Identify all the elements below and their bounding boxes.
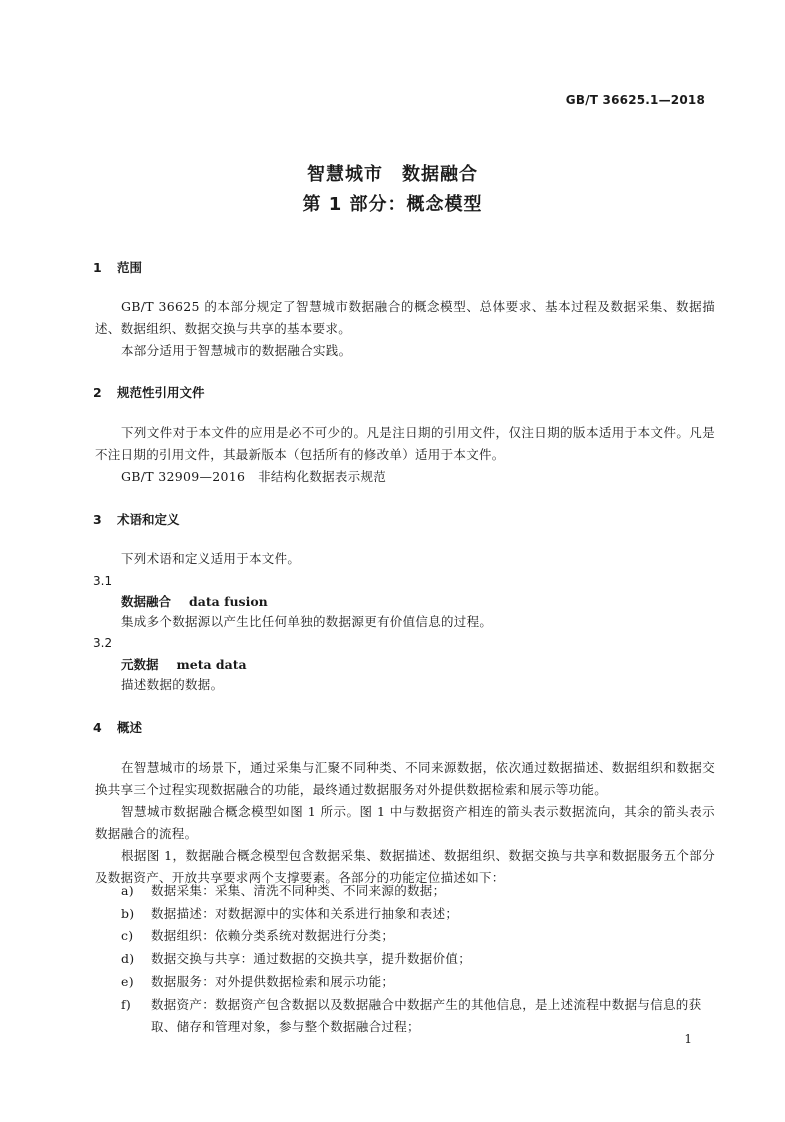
term-number: 3.2 (93, 636, 113, 650)
list-text: 数据组织：依赖分类系统对数据进行分类； (151, 928, 395, 944)
list-item (121, 925, 715, 948)
list-label: b) (121, 905, 135, 921)
list-label: c) (121, 928, 134, 944)
section-heading-scope (93, 258, 142, 276)
list-label: d) (121, 951, 135, 967)
standard-number: GB/T 36625.1—2018 (565, 93, 705, 107)
section-title: 范围 (117, 260, 143, 275)
list-text: 数据采集：采集、清洗不同种类、不同来源的数据； (151, 883, 446, 898)
section-title: 概述 (117, 720, 143, 735)
section-number: 4 (93, 720, 102, 735)
list-label: e) (121, 973, 134, 989)
term-zh: 元数据 (121, 657, 159, 672)
section-number: 2 (93, 385, 102, 400)
term-heading (121, 592, 268, 610)
reference-entry: GB/T 32909—2016 非结构化数据表示规范 (121, 469, 387, 484)
term-heading (121, 655, 247, 673)
list-item (121, 880, 715, 903)
paragraph: 智慧城市数据融合概念模型如图 1 所示。图 1 中与数据资产相连的箭头表示数据流向，其余的箭头表示数据融合的流程。 (95, 804, 715, 841)
list-item (121, 948, 715, 971)
list-label: f) (121, 996, 132, 1012)
section-heading-normative-references (93, 383, 205, 401)
term-zh: 数据融合 (121, 594, 172, 609)
term-definition: 描述数据的数据。 (121, 677, 224, 692)
document-title-line2: 第 1 部分：概念模型 (302, 194, 483, 215)
paragraph: 下列术语和定义适用于本文件。 (121, 551, 301, 566)
term-definition: 集成多个数据源以产生比任何单独的数据源更有价值信息的过程。 (121, 614, 493, 629)
list-item (121, 903, 715, 926)
section-number: 1 (93, 260, 102, 275)
function-list (121, 880, 715, 1039)
list-text: 数据描述：对数据源中的实体和关系进行抽象和表述； (151, 905, 459, 921)
list-label: a) (121, 883, 134, 898)
term-number: 3.1 (93, 574, 113, 588)
page-number: 1 (684, 1032, 692, 1046)
document-title-line1: 智慧城市 数据融合 (307, 164, 478, 185)
list-text: 数据资产：数据资产包含数据以及数据融合中数据产生的其他信息，是上述流程中数据与信息的获取、储存和管理对象，参与整个数据融合过程； (151, 996, 702, 1035)
list-text: 数据交换与共享：通过数据的交换共享，提升数据价值； (151, 951, 472, 967)
paragraph: GB/T 36625 的本部分规定了智慧城市数据融合的概念模型、总体要求、基本过程及数据采集、数据描述、数据组织、数据交换与共享的基本要求。 (95, 299, 715, 336)
paragraph: 在智慧城市的场景下，通过采集与汇聚不同种类、不同来源数据，依次通过数据描述、数据组织和数据交换共享三个过程实现数据融合的功能，最终通过数据服务对外提供数据检索和展示等功能。 (95, 760, 715, 797)
section-title: 术语和定义 (117, 512, 180, 527)
paragraph: 根据图 1，数据融合概念模型包含数据采集、数据描述、数据组织、数据交换与共享和数据服务五个部分及数据资产、开放共享要求两个支撑要素。各部分的功能定位描述如下： (95, 848, 715, 885)
paragraph: 下列文件对于本文件的应用是必不可少的。凡是注日期的引用文件，仅注日期的版本适用于本文件。凡是不注日期的引用文件，其最新版本（包括所有的修改单）适用于本文件。 (95, 425, 715, 462)
list-item (121, 994, 715, 1039)
section-heading-terms (93, 510, 180, 528)
paragraph: 本部分适用于智慧城市的数据融合实践。 (121, 343, 352, 358)
list-item (121, 971, 715, 994)
section-number: 3 (93, 512, 102, 527)
section-heading-overview (93, 718, 142, 736)
term-en: meta data (176, 657, 247, 672)
term-en: data fusion (189, 594, 268, 609)
section-title: 规范性引用文件 (117, 385, 205, 400)
list-text: 数据服务：对外提供数据检索和展示功能； (151, 973, 395, 989)
